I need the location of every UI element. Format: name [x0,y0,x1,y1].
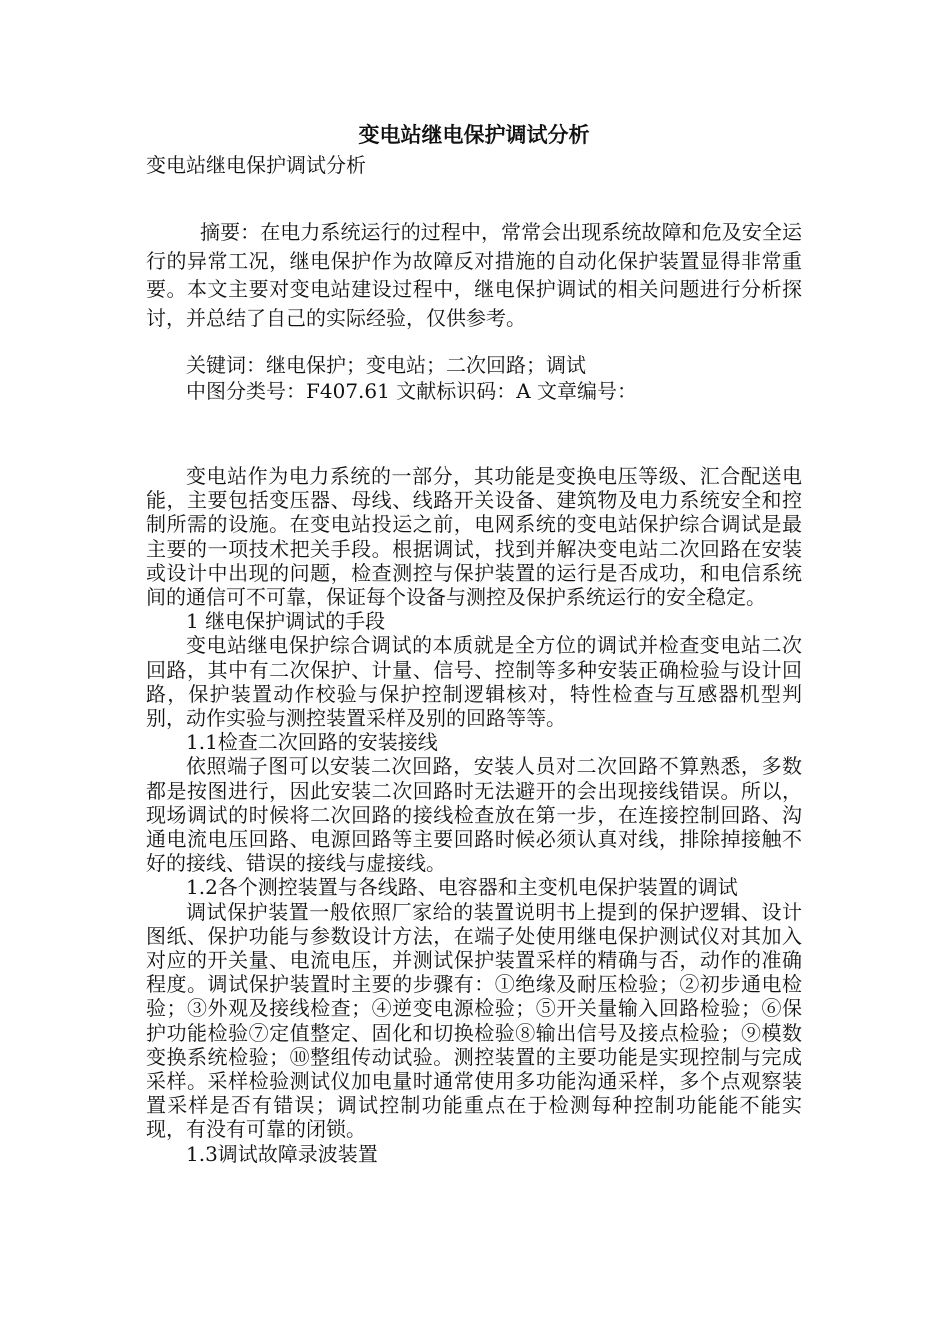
section-heading: 1 继电保护调试的手段 [186,609,386,634]
document-page [146,118,802,1166]
subsection-heading: 1.2各个测控装置与各线路、电容器和主变机电保护装置的调试 [186,875,738,900]
subsection-heading: 1.3调试故障录波装置 [186,1141,378,1166]
spacer [146,178,802,218]
document-title: 变电站继电保护调试分析 [358,123,590,147]
classification-line: 中图分类号：F407.61 文献标识码：A 文章编号： [186,379,638,403]
spacer [146,332,802,352]
subsection-heading: 1.1检查二次回路的安装接线 [186,730,438,755]
section-paragraph: 变电站继电保护综合调试的本质就是全方位的调试并检查变电站二次回路，其中有二次保护、计量、信号、控制等多种安装正确检验与设计回路，保护装置动作校验与保护控制逻辑核对，特性检查与互感器机型判别，动作实验与测控装置采样及别的回路等等。 [146,633,802,731]
abstract-paragraph: 摘要：在电力系统运行的过程中，常常会出现系统故障和危及安全运行的异常工况，继电保护作为故障反对措施的自动化保护装置显得非常重要。本文主要对变电站建设过程中，继电保护调试的相关问题进行分析探讨，并总结了自己的实际经验，仅供参考。 [146,220,802,330]
document-subtitle: 变电站继电保护调试分析 [146,153,366,177]
keywords-line: 关键词：继电保护；变电站；二次回路；调试 [186,353,586,377]
subsection-paragraph: 调试保护装置一般依照厂家给的装置说明书上提到的保护逻辑、设计图纸、保护功能与参数设计方法，在端子处使用继电保护测试仪对其加入对应的开关量、电流电压，并测试保护装置采样的精确与否，动作的准确程度。调试保护装置时主要的步骤有：①绝缘及耐压检验；②初步通电检验；③外观及接线检查；④逆变电源检验；⑤开关量输入回路检验；⑥保护功能检验⑦定值整定、固化和切换检验⑧输出信号及接点检验；⑨模数变换系统检验；⑩整组传动试验。测控装置的主要功能是实现控制与完成采样。采样检验测试仪加电量时通常使用多功能沟通采样，多个点观察装置采样是否有错误；调试控制功能重点在于检测每种控制功能能不能实现，有没有可靠的闭锁。 [146,899,802,1142]
spacer [146,404,802,464]
intro-paragraph: 变电站作为电力系统的一部分，其功能是变换电压等级、汇合配送电能，主要包括变压器、母线、线路开关设备、建筑物及电力系统安全和控制所需的设施。在变电站投运之前，电网系统的变电站保护综合调试是最主要的一项技术把关手段。根据调试，找到并解决变电站二次回路在安装或设计中出现的问题，检查测控与保护装置的运行是否成功，和电信系统间的通信可不可靠，保证每个设备与测控及保护系统运行的安全稳定。 [146,464,802,610]
subsection-paragraph: 依照端子图可以安装二次回路，安装人员对二次回路不算熟悉，多数都是按图进行，因此安装二次回路时无法避开的会出现接线错误。所以，现场调试的时候将二次回路的接线检查放在第一步，在连接控制回路、沟通电流电压回路、电源回路等主要回路时候必须认真对线，排除掉接触不好的接线、错误的接线与虚接线。 [146,754,802,876]
